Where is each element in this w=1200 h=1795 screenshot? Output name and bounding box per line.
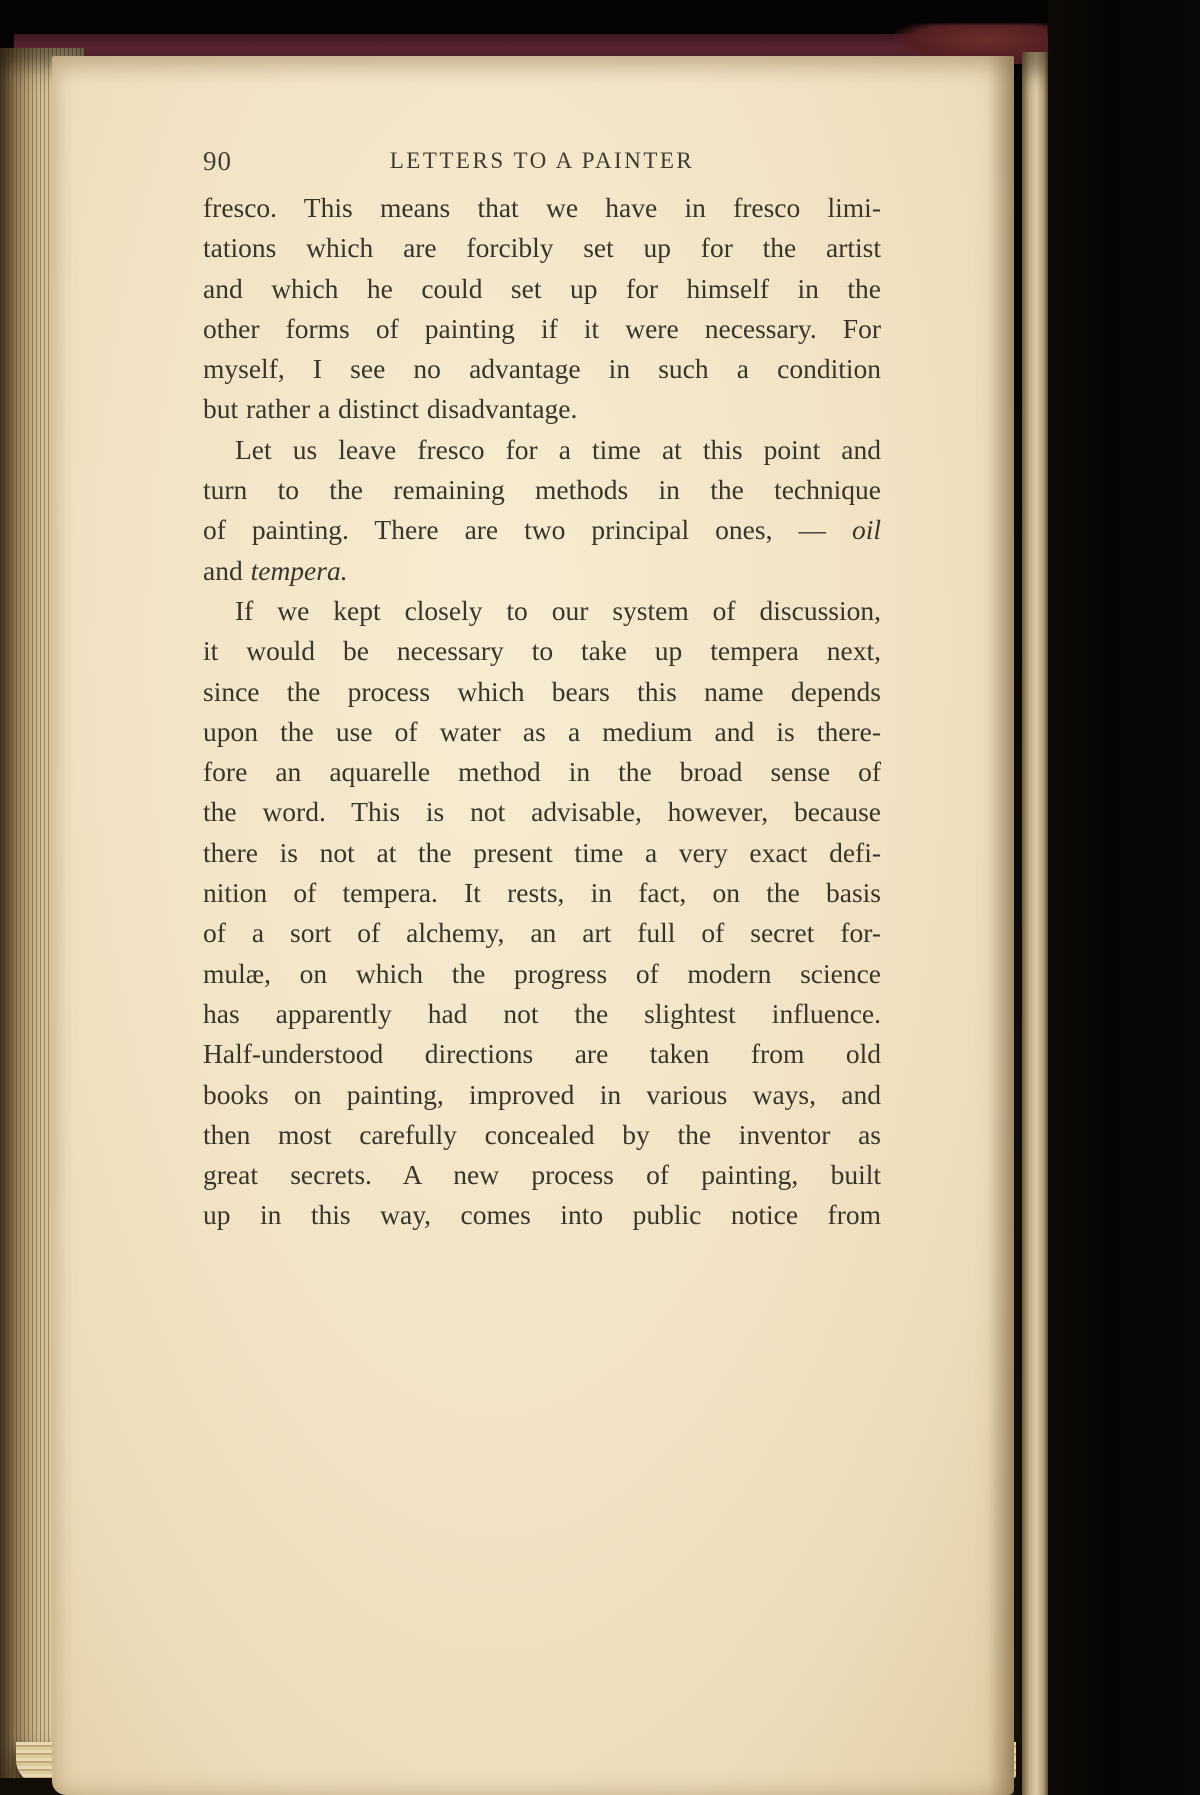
text-line xyxy=(203,188,881,228)
gutter-shadow xyxy=(988,56,1014,1795)
facing-page-edge xyxy=(1022,52,1048,1795)
text-segment: since the process which bears this name depends xyxy=(203,675,881,707)
text-line xyxy=(203,913,881,953)
text-line xyxy=(203,228,881,268)
text-segment: fresco. This means that we have in fresco limi- xyxy=(203,192,881,223)
text-segment: turn to the remaining methods in the technique xyxy=(203,474,881,506)
text-segment: of painting. There are two principal ones, — xyxy=(203,514,852,546)
text-line xyxy=(203,1195,881,1235)
text-line xyxy=(203,1075,881,1115)
text-line xyxy=(203,873,881,913)
text-segment: fore an aquarelle method in the broad sense of xyxy=(203,756,881,788)
text-segment: has apparently had not the slightest influence. xyxy=(203,997,881,1029)
text-segment: If we kept closely to our system of discussion, xyxy=(235,594,881,626)
text-line xyxy=(203,752,881,792)
text-segment: Half-understood directions are taken from old xyxy=(203,1038,881,1070)
text-line xyxy=(203,309,881,349)
text-line xyxy=(203,591,881,631)
text-line xyxy=(203,994,881,1034)
text-segment: nition of tempera. It rests, in fact, on the basis xyxy=(203,877,881,909)
running-title: LETTERS TO A PAINTER xyxy=(389,148,695,173)
text-line xyxy=(203,510,881,550)
text-segment: there is not at the present time a very exact defi- xyxy=(203,836,881,868)
text-segment: but rather a distinct disadvantage. xyxy=(203,393,578,425)
text-line xyxy=(203,1155,881,1195)
body-text xyxy=(203,188,881,1236)
text-segment: of a sort of alchemy, an art full of secret for- xyxy=(203,917,881,949)
italic-text: oil xyxy=(851,514,881,546)
text-segment: up in this way, comes into public notice from xyxy=(203,1199,881,1231)
page-header xyxy=(203,144,881,178)
text-line xyxy=(203,1034,881,1074)
text-line xyxy=(203,631,881,671)
text-line xyxy=(203,269,881,309)
text-segment: Let us leave fresco for a time at this point and xyxy=(235,433,881,465)
page-number: 90 xyxy=(203,146,232,176)
text-segment: upon the use of water as a medium and is there- xyxy=(203,715,881,747)
text-segment: it would be necessary to take up tempera next, xyxy=(203,635,881,667)
text-segment: and which he could set up for himself in the xyxy=(203,272,881,304)
text-line xyxy=(203,1115,881,1155)
text-segment: and xyxy=(203,554,251,586)
text-line xyxy=(203,792,881,832)
text-line xyxy=(203,389,881,429)
photo-background-right xyxy=(1048,0,1200,1795)
text-segment: mulæ, on which the progress of modern science xyxy=(203,957,881,989)
text-line xyxy=(203,954,881,994)
text-segment: great secrets. A new process of painting, built xyxy=(203,1159,881,1191)
text-line xyxy=(203,349,881,389)
text-line xyxy=(203,551,881,591)
text-line xyxy=(203,712,881,752)
text-line xyxy=(203,833,881,873)
text-segment: books on painting, improved in various ways, and xyxy=(203,1078,881,1110)
text-line xyxy=(203,672,881,712)
italic-text: tempera. xyxy=(250,554,348,586)
text-segment: myself, I see no advantage in such a condition xyxy=(203,353,881,385)
text-segment: other forms of painting if it were necessary. For xyxy=(203,312,881,344)
text-segment: then most carefully concealed by the inventor as xyxy=(203,1118,881,1150)
text-line xyxy=(203,470,881,510)
text-segment: tations which are forcibly set up for the artist xyxy=(203,232,881,264)
text-line xyxy=(203,430,881,470)
text-segment: the word. This is not advisable, however, because xyxy=(203,796,881,828)
